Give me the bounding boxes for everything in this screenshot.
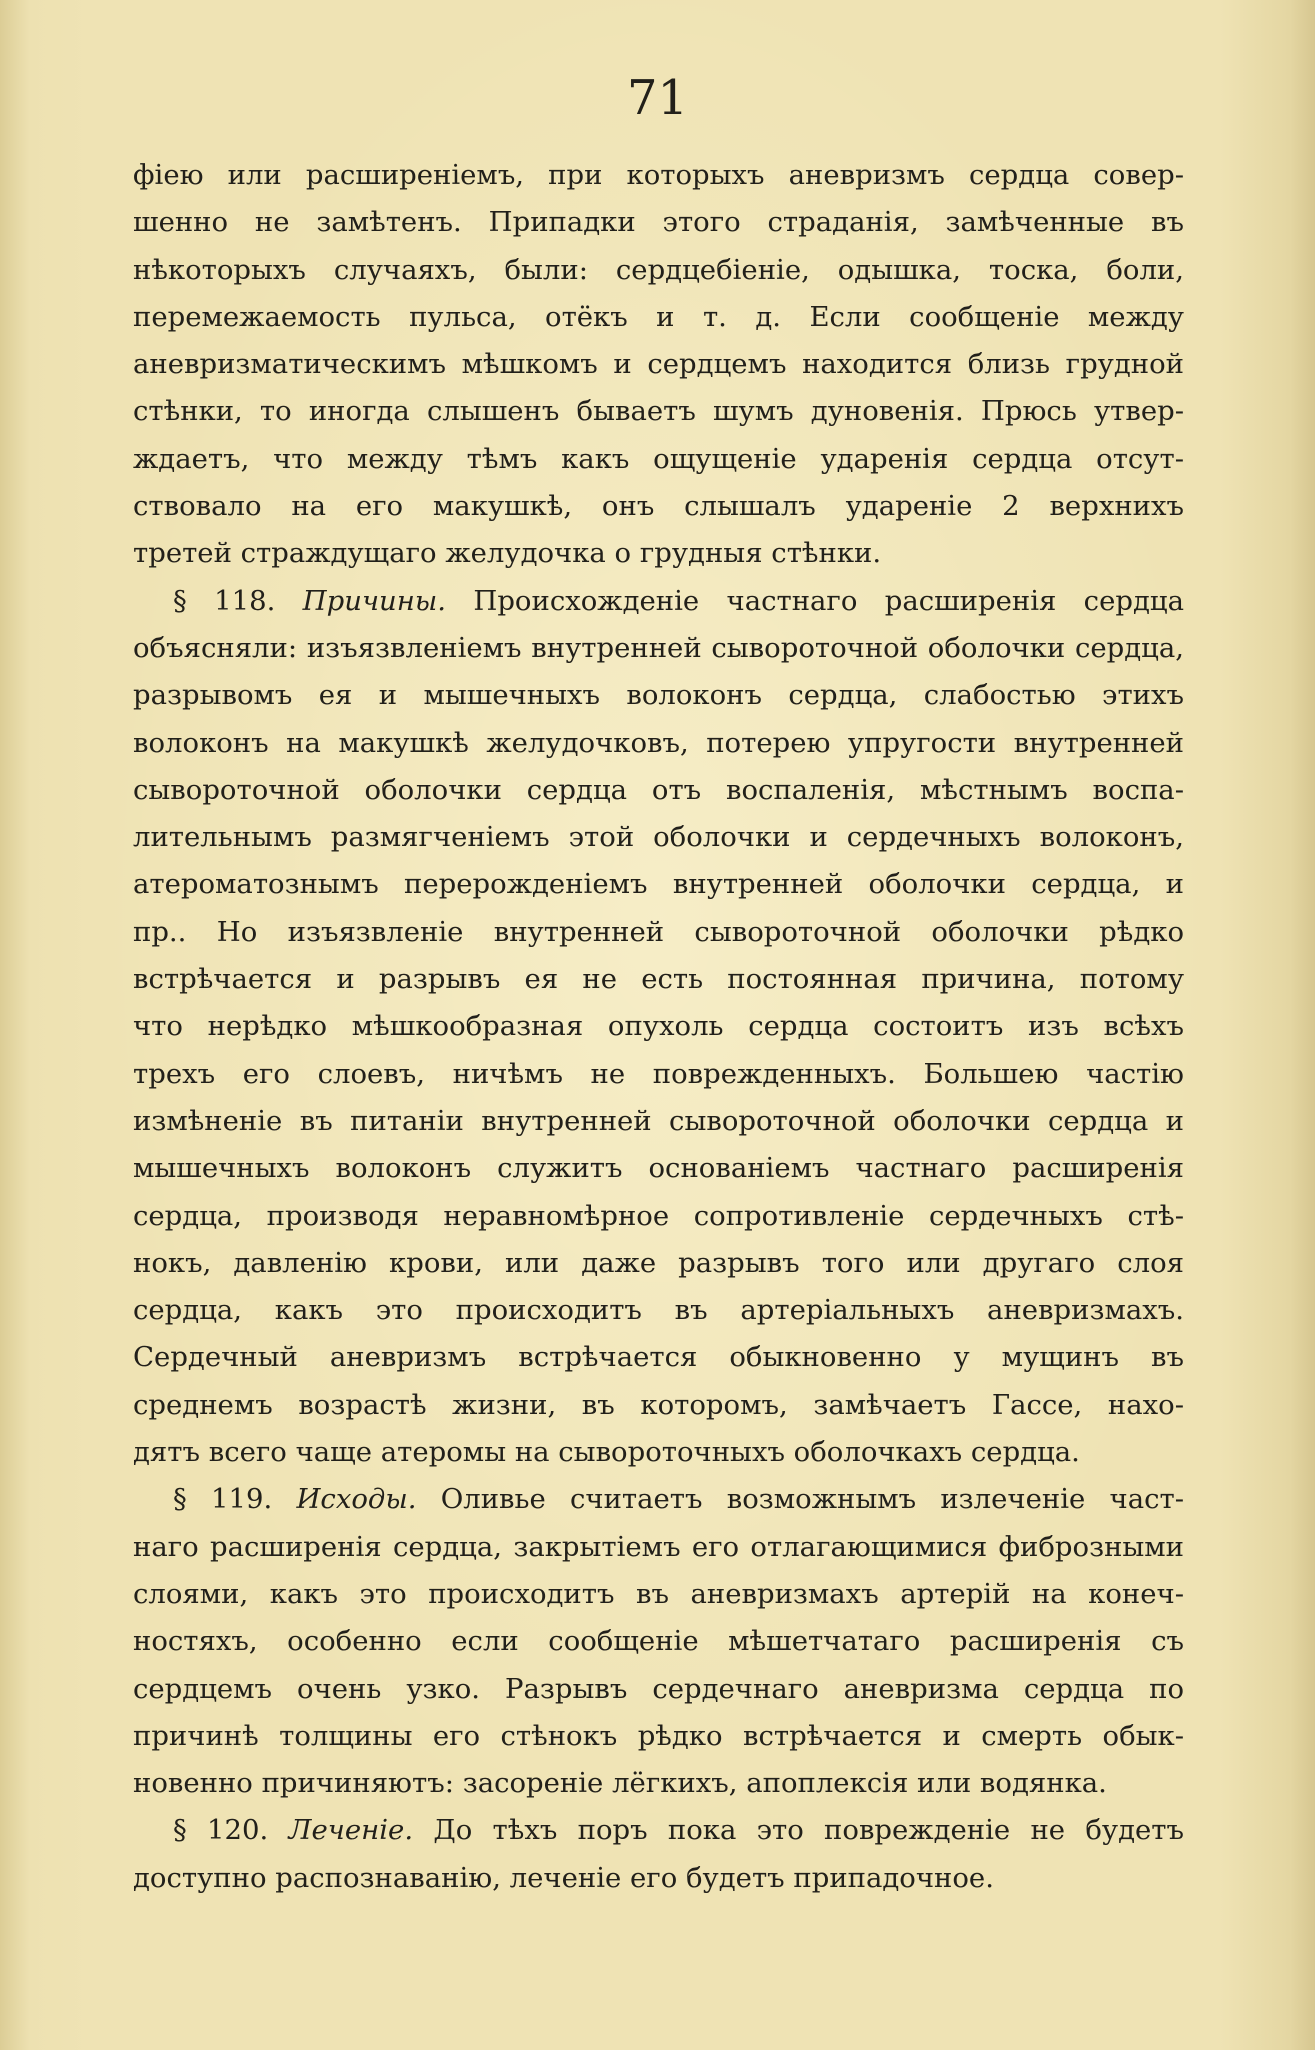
text-line [133, 1240, 1184, 1287]
text-line [133, 1145, 1184, 1192]
text-line [133, 1287, 1184, 1334]
line-text: ждаетъ, что между тѣмъ какъ ощущенiе ударенiя сердца отсут- [133, 442, 1184, 475]
line-text: разрывомъ ея и мышечныхъ волоконъ сердца, слабостью этихъ [133, 679, 1184, 712]
text-line [133, 152, 1184, 199]
line-text: третей страждущаго желудочка о грудныя стѣнки. [133, 537, 882, 570]
line-text: лительнымъ размягченiемъ этой оболочки и сердечныхъ волоконъ, [133, 821, 1184, 854]
line-text: атероматознымъ перерожденiемъ внутренней оболочки сердца, и [133, 868, 1184, 901]
text-line [133, 1098, 1184, 1145]
page-text [133, 152, 1184, 1902]
text-line [133, 436, 1184, 483]
text-line [133, 861, 1184, 908]
page-number: 71 [626, 70, 689, 126]
line-text: встрѣчается и разрывъ ея не есть постоянная причина, потому [133, 963, 1184, 996]
line-text: новенно причиняютъ: засоренiе лёгкихъ, апоплексiя или водянка. [133, 1767, 1107, 1800]
section-number: § 120. [173, 1814, 269, 1847]
paragraph [133, 152, 1184, 578]
line-text: ствовало на его макушкѣ, онъ слышалъ ударенiе 2 верхнихъ [133, 490, 1184, 523]
line-text: причинѣ толщины его стѣнокъ рѣдко встрѣчается и смерть обык- [133, 1719, 1184, 1752]
text-line [133, 1760, 1184, 1807]
line-text: измѣненiе въ питанiи внутренней сывороточной оболочки сердца и [133, 1104, 1184, 1137]
text-line [133, 1193, 1184, 1240]
line-text: Оливье считаетъ возможнымъ излеченiе част- [440, 1483, 1184, 1516]
text-line [133, 578, 1184, 625]
section-paragraph [133, 578, 1184, 1477]
line-text: фiею или расширенiемъ, при которыхъ аневризмъ сердца совер- [133, 159, 1184, 191]
line-text: сердца, производя неравномѣрное сопротивленiе сердечныхъ стѣ- [133, 1199, 1184, 1232]
text-line [133, 483, 1184, 530]
text-line [133, 1618, 1184, 1665]
line-text: доступно распознаванiю, леченiе его будетъ припадочное. [133, 1861, 994, 1894]
section-title: Исходы. [296, 1483, 417, 1516]
text-line [133, 672, 1184, 719]
line-text: волоконъ на макушкѣ желудочковъ, потерею упругости внутренней [133, 726, 1184, 759]
section-number: § 118. [173, 584, 276, 617]
section-title: Леченiе. [288, 1814, 414, 1847]
text-line [133, 814, 1184, 861]
text-line [133, 294, 1184, 341]
text-line [133, 1713, 1184, 1760]
section-number: § 119. [173, 1483, 273, 1516]
text-line [133, 1382, 1184, 1429]
line-text: сердцемъ очень узко. Разрывъ сердечнаго аневризма сердца по [133, 1672, 1184, 1705]
text-line [133, 341, 1184, 388]
line-text: аневризматическимъ мѣшкомъ и сердцемъ находится близь грудной [133, 348, 1184, 381]
line-text: Сердечный аневризмъ встрѣчается обыкновенно у мущинъ въ [133, 1341, 1184, 1374]
text-line [133, 1051, 1184, 1098]
line-text: слоями, какъ это происходитъ въ аневризмахъ артерiй на конеч- [133, 1577, 1184, 1610]
text-line [133, 1003, 1184, 1050]
line-text: среднемъ возрастѣ жизни, въ которомъ, замѣчаетъ Гассе, нахо- [133, 1388, 1184, 1421]
text-line [133, 1807, 1184, 1854]
section-paragraph [133, 1807, 1184, 1902]
line-text: нѣкоторыхъ случаяхъ, были: сердцебiенiе, одышка, тоска, боли, [133, 253, 1184, 286]
text-line [133, 199, 1184, 246]
text-line [133, 1524, 1184, 1571]
line-text: перемежаемость пульса, отёкъ и т. д. Если сообщенiе между [133, 300, 1184, 333]
line-text: пр.. Но изъязвленiе внутренней сывороточной оболочки рѣдко [133, 915, 1184, 948]
line-text: стѣнки, то иногда слышенъ бываетъ шумъ дуновенiя. Прюсь утвер- [133, 395, 1184, 428]
line-text: объясняли: изъязвленiемъ внутренней сывороточной оболочки сердца, [133, 631, 1184, 664]
line-text: сердца, какъ это происходитъ въ артерiальныхъ аневризмахъ. [133, 1294, 1184, 1327]
text-line [133, 767, 1184, 814]
text-line [133, 956, 1184, 1003]
line-text: нокъ, давленiю крови, или даже разрывъ того или другаго слоя [133, 1246, 1184, 1279]
text-line [133, 909, 1184, 956]
line-text: наго расширенiя сердца, закрытiемъ его отлагающимися фиброзными [133, 1530, 1184, 1563]
text-line [133, 388, 1184, 435]
text-line [133, 530, 1184, 577]
line-text: шенно не замѣтенъ. Припадки этого страданiя, замѣченные въ [133, 206, 1184, 239]
line-text: Происхожденiе частнаго расширенiя сердца [473, 584, 1184, 617]
text-line [133, 1476, 1184, 1523]
line-text: трехъ его слоевъ, ничѣмъ не поврежденныхъ. Большею частiю [133, 1057, 1184, 1090]
line-text: сывороточной оболочки сердца отъ воспаленiя, мѣстнымъ воспа- [133, 773, 1184, 806]
line-text: мышечныхъ волоконъ служитъ основанiемъ частнаго расширенiя [133, 1152, 1184, 1185]
text-line [133, 625, 1184, 672]
section-paragraph [133, 1476, 1184, 1807]
line-text: что нерѣдко мѣшкообразная опухоль сердца состоитъ изъ всѣхъ [133, 1010, 1184, 1043]
line-text: ностяхъ, особенно если сообщенiе мѣшетчатаго расширенiя съ [133, 1625, 1184, 1658]
text-line [133, 1666, 1184, 1713]
line-text: До тѣхъ поръ пока это поврежденiе не будетъ [433, 1814, 1184, 1847]
line-text: дятъ всего чаще атеромы на сывороточныхъ оболочкахъ сердца. [133, 1436, 1080, 1469]
section-title: Причины. [302, 584, 447, 617]
text-line [133, 1571, 1184, 1618]
text-line [133, 1855, 1184, 1902]
text-line [133, 720, 1184, 767]
text-line [133, 1429, 1184, 1476]
text-line [133, 1334, 1184, 1381]
text-line [133, 247, 1184, 294]
